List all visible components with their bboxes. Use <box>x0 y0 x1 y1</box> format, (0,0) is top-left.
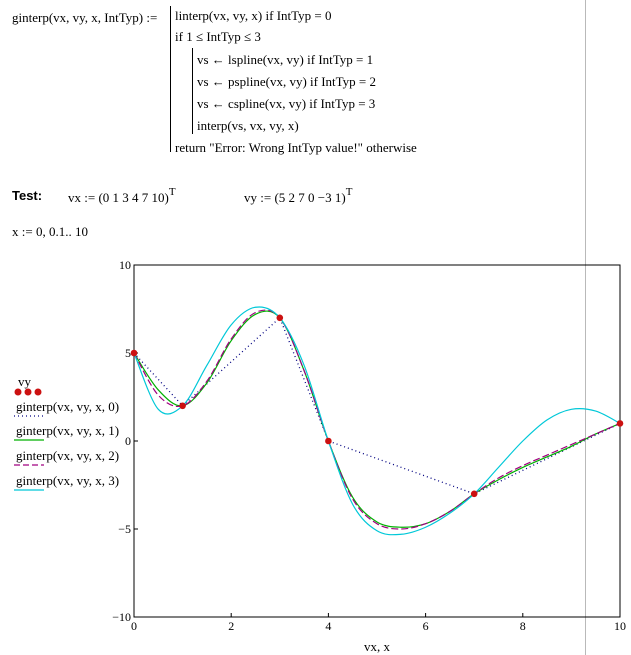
data-point-vy <box>471 491 478 498</box>
data-point-vy <box>277 315 284 322</box>
function-lhs: ginterp(vx, vy, x, IntTyp) := <box>12 10 158 25</box>
series-linear <box>134 318 620 494</box>
data-point-vy <box>617 420 624 427</box>
vx-definition-text: vx := (0 1 3 4 7 10) <box>68 190 169 205</box>
program-line-return: return "Error: Wrong IntTyp value!" otherwise <box>175 140 417 155</box>
range-definition[interactable]: x := 0, 0.1.. 10 <box>12 224 88 239</box>
x-axis-label: vx, x <box>364 639 390 654</box>
program-line-linterp: linterp(vx, vy, x) if IntTyp = 0 <box>175 8 332 23</box>
series-cspline <box>134 307 620 535</box>
vy-definition-text: vy := (5 2 7 0 −3 1) <box>244 190 346 205</box>
vy-transpose: T <box>345 186 353 198</box>
x-tick-label: 0 <box>131 619 137 633</box>
x-tick-label: 8 <box>519 619 526 633</box>
x-tick-label: 2 <box>228 619 235 633</box>
y-tick-label: 5 <box>125 346 131 360</box>
legend-label-lspline: ginterp(vx, vy, x, 1) <box>16 423 120 438</box>
program-line-pspline: vs ← pspline(vx, vy) if IntTyp = 2 <box>197 74 377 89</box>
program-line-if-range: if 1 ≤ IntTyp ≤ 3 <box>175 29 261 44</box>
legend-label-cspline: ginterp(vx, vy, x, 3) <box>16 473 120 488</box>
legend-label-linear: ginterp(vx, vy, x, 0) <box>16 399 120 414</box>
x-tick-label: 6 <box>422 619 429 633</box>
legend-label-pspline: ginterp(vx, vy, x, 2) <box>16 448 120 463</box>
vx-transpose: T <box>168 186 176 198</box>
x-tick-label: 10 <box>614 619 626 633</box>
y-tick-label: −5 <box>118 522 131 536</box>
y-tick-label: 0 <box>125 434 131 448</box>
program-line-cspline: vs ← cspline(vx, vy) if IntTyp = 3 <box>197 96 376 111</box>
axis-ticks <box>112 258 626 633</box>
data-point-vy <box>131 350 138 357</box>
program-line-lspline: vs ← lspline(vx, vy) if IntTyp = 1 <box>197 52 374 67</box>
data-point-vy <box>325 438 332 445</box>
plot-frame <box>134 265 620 617</box>
y-tick-label: −10 <box>112 610 131 624</box>
points-layer <box>131 315 624 498</box>
program-line-interp: interp(vs, vx, vy, x) <box>197 118 299 133</box>
test-label: Test: <box>12 188 43 203</box>
data-point-vy <box>179 403 186 410</box>
x-tick-label: 4 <box>325 619 332 633</box>
legend-label-vy: vy <box>18 374 31 389</box>
y-tick-label: 10 <box>119 258 131 272</box>
series-layer <box>134 307 620 535</box>
